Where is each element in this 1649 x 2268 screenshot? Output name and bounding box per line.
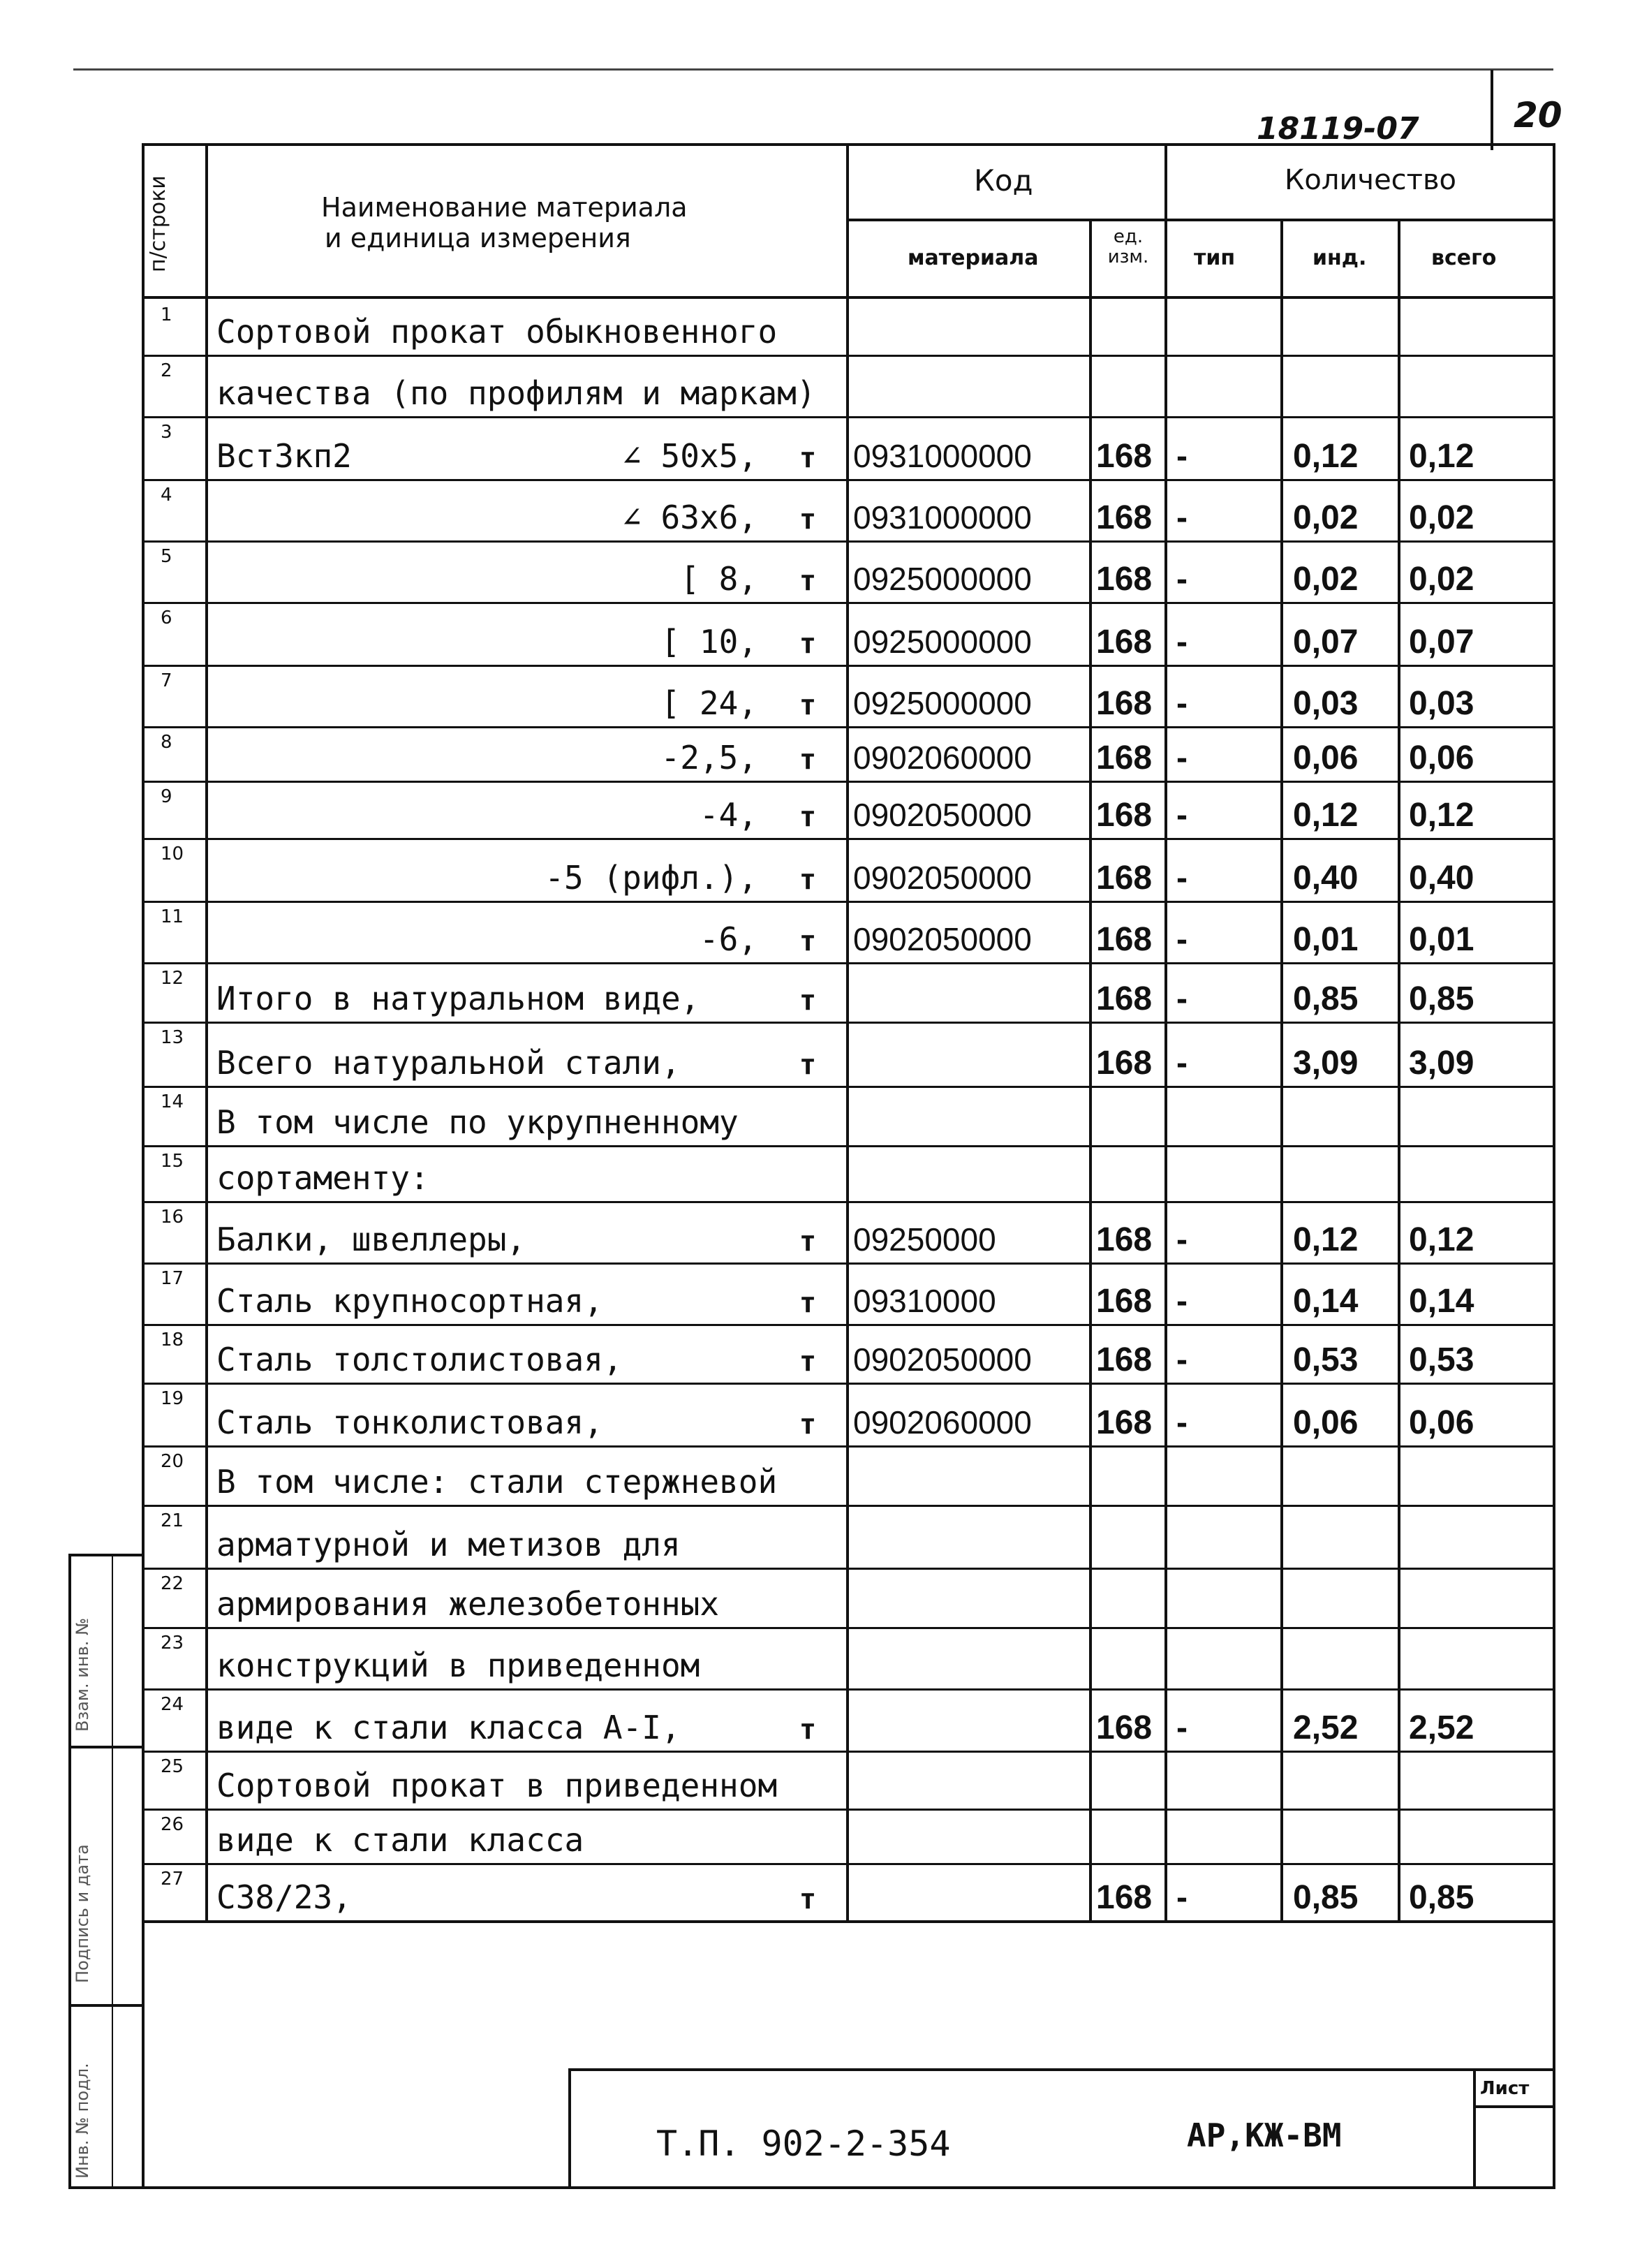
material-code: 0925000000 [853, 685, 1032, 721]
type-value: - [1176, 739, 1188, 776]
sheet-number: 20 [1514, 95, 1562, 135]
profile-spec: -5 (рифл.), [545, 859, 757, 897]
total-quantity: 0,01 [1409, 921, 1474, 958]
stamp-album: АР,КЖ-ВМ [1187, 2116, 1342, 2154]
row-number: 3 [161, 422, 172, 443]
profile-spec: [ 8, [680, 560, 757, 598]
total-quantity: 0,85 [1409, 980, 1474, 1017]
profile-spec: [ 10, [660, 623, 757, 661]
unit-label: т [799, 985, 817, 1017]
material-name: армирования железобетонных [216, 1585, 720, 1623]
row-number: 10 [161, 844, 184, 864]
unit-code: 168 [1096, 1045, 1153, 1082]
row-number: 18 [161, 1330, 184, 1350]
profile-spec: ∠ 50x5, [622, 437, 757, 475]
side-strip-inner [112, 1554, 113, 2188]
material-name: Сталь тонколистовая, [216, 1404, 603, 1441]
row-separator [142, 781, 1555, 783]
header-sub-border [846, 219, 1555, 221]
total-quantity: 0,06 [1409, 1404, 1474, 1441]
header-name-line2: и единица измерения [325, 223, 631, 253]
unit-code: 168 [1096, 860, 1153, 897]
row-separator [142, 665, 1555, 667]
total-quantity: 0,85 [1409, 1879, 1474, 1916]
total-quantity: 0,40 [1409, 860, 1474, 897]
row-separator [142, 1568, 1555, 1570]
side-label-sign: Подпись и дата [73, 1844, 92, 1983]
side-strip-sep3 [68, 2004, 144, 2007]
material-name: виде к стали класса А-I, [216, 1709, 681, 1746]
unit-code: 168 [1096, 438, 1153, 475]
side-strip-right [142, 1920, 145, 2188]
row-separator [142, 1145, 1555, 1147]
side-strip-sep1 [68, 1554, 144, 1556]
unit-code: 168 [1096, 980, 1153, 1017]
type-value: - [1176, 1045, 1188, 1082]
total-quantity: 0,12 [1409, 797, 1474, 834]
row-number: 19 [161, 1388, 184, 1409]
individual-quantity: 2,52 [1293, 1709, 1359, 1746]
material-code: 0902050000 [853, 860, 1032, 896]
material-name: сортаменту: [216, 1159, 429, 1197]
row-separator [142, 1262, 1555, 1265]
row-number: 13 [161, 1027, 184, 1048]
row-number: 6 [161, 608, 172, 628]
type-value: - [1176, 1221, 1188, 1258]
unit-code: 168 [1096, 624, 1153, 661]
row-separator [142, 726, 1555, 728]
material-code: 0902050000 [853, 797, 1032, 833]
col-sep-ind [1398, 219, 1400, 1920]
individual-quantity: 0,85 [1293, 980, 1359, 1017]
header-qty-total: всего [1431, 246, 1497, 270]
table-left-border [142, 143, 145, 1920]
unit-label: т [799, 1714, 817, 1746]
material-name: конструкций в приведенном [216, 1647, 700, 1684]
row-number: 2 [161, 360, 172, 381]
stamp-sheet-label: Лист [1480, 2078, 1530, 2099]
unit-label: т [799, 1346, 817, 1378]
unit-label: т [799, 1408, 817, 1441]
row-separator [142, 1201, 1555, 1203]
row-separator [142, 1445, 1555, 1448]
row-separator [142, 1505, 1555, 1507]
header-code-unit: ед. изм. [1107, 226, 1149, 267]
row-separator [142, 838, 1555, 840]
profile-spec: -4, [699, 796, 757, 834]
material-code: 09250000 [853, 1221, 996, 1258]
row-number: 26 [161, 1814, 184, 1835]
material-name: Балки, швеллеры, [216, 1221, 526, 1258]
individual-quantity: 0,06 [1293, 739, 1359, 776]
material-name: Сталь толстолистовая, [216, 1341, 623, 1378]
row-number: 21 [161, 1510, 184, 1531]
type-value: - [1176, 921, 1188, 958]
type-value: - [1176, 1341, 1188, 1378]
row-separator [142, 962, 1555, 964]
row-number: 16 [161, 1207, 184, 1228]
row-number: 11 [161, 906, 184, 927]
total-quantity: 0,14 [1409, 1283, 1474, 1320]
individual-quantity: 3,09 [1293, 1045, 1359, 1082]
unit-code: 168 [1096, 1879, 1153, 1916]
header-code-material: материала [908, 246, 1039, 270]
total-quantity: 2,52 [1409, 1709, 1474, 1746]
individual-quantity: 0,12 [1293, 438, 1359, 475]
type-value: - [1176, 499, 1188, 536]
unit-code: 168 [1096, 1709, 1153, 1746]
row-separator [142, 355, 1555, 357]
side-label-replace: Взам. инв. № [73, 1618, 92, 1732]
row-number: 24 [161, 1694, 184, 1715]
table-body-bottom [142, 1920, 1555, 1923]
row-separator [142, 479, 1555, 481]
unit-label: т [799, 628, 817, 660]
row-number: 23 [161, 1633, 184, 1654]
row-number: 4 [161, 485, 172, 506]
unit-label: т [799, 1287, 817, 1319]
total-quantity: 0,12 [1409, 1221, 1474, 1258]
material-code: 0902050000 [853, 921, 1032, 957]
row-number: 9 [161, 786, 172, 807]
individual-quantity: 0,12 [1293, 797, 1359, 834]
col-sep-type [1280, 219, 1283, 1920]
row-separator [142, 1324, 1555, 1326]
side-strip-left [68, 1554, 71, 2188]
material-code: 0931000000 [853, 499, 1032, 536]
side-label-inv: Инв. № подл. [73, 2063, 92, 2179]
col-sep-rownum [205, 143, 208, 1920]
unit-label: т [799, 1225, 817, 1258]
row-separator [142, 1022, 1555, 1024]
row-separator [142, 1627, 1555, 1629]
unit-code: 168 [1096, 499, 1153, 536]
row-separator [142, 1863, 1555, 1865]
row-separator [142, 602, 1555, 604]
header-code: Код [974, 163, 1033, 198]
col-sep-name [846, 143, 849, 1920]
unit-code: 168 [1096, 561, 1153, 598]
top-edge-mark [73, 68, 1553, 71]
unit-label: т [799, 744, 817, 776]
total-quantity: 0,07 [1409, 624, 1474, 661]
type-value: - [1176, 980, 1188, 1017]
material-name: виде к стали класса [216, 1821, 584, 1859]
profile-spec: -6, [699, 920, 757, 958]
material-name: В том числе по укрупненному [216, 1103, 739, 1141]
type-value: - [1176, 860, 1188, 897]
row-separator [142, 901, 1555, 903]
stamp-sheet-left [1473, 2068, 1476, 2188]
stamp-sheet-sep [1473, 2105, 1555, 2108]
unit-label: т [799, 689, 817, 721]
type-value: - [1176, 561, 1188, 598]
individual-quantity: 0,85 [1293, 1879, 1359, 1916]
unit-label: т [799, 864, 817, 896]
row-number: 12 [161, 968, 184, 989]
stamp-project: Т.П. 902-2-354 [656, 2123, 951, 2164]
sheet-number-box-left [1491, 70, 1493, 150]
individual-quantity: 0,02 [1293, 499, 1359, 536]
total-quantity: 0,03 [1409, 685, 1474, 722]
type-value: - [1176, 685, 1188, 722]
individual-quantity: 0,14 [1293, 1283, 1359, 1320]
row-separator [142, 1688, 1555, 1691]
profile-spec: -2,5, [660, 739, 757, 776]
profile-spec: ∠ 63x6, [622, 499, 757, 536]
unit-code: 168 [1096, 739, 1153, 776]
col-sep-code [1089, 219, 1092, 1920]
total-quantity: 0,53 [1409, 1341, 1474, 1378]
row-separator [142, 1086, 1555, 1088]
total-quantity: 0,12 [1409, 438, 1474, 475]
col-sep-edizm [1164, 143, 1167, 1920]
row-separator [142, 1751, 1555, 1753]
material-name: Всего натуральной стали, [216, 1044, 681, 1082]
unit-label: т [799, 925, 817, 957]
material-code: 0925000000 [853, 624, 1032, 660]
material-name: Вст3кп2 [216, 437, 352, 475]
unit-code: 168 [1096, 921, 1153, 958]
row-number: 1 [161, 304, 172, 325]
row-number: 14 [161, 1091, 184, 1112]
type-value: - [1176, 438, 1188, 475]
type-value: - [1176, 1879, 1188, 1916]
unit-label: т [799, 801, 817, 833]
individual-quantity: 0,53 [1293, 1341, 1359, 1378]
doc-number: 18119-07 [1257, 111, 1419, 147]
stamp-left [568, 2068, 571, 2188]
individual-quantity: 0,02 [1293, 561, 1359, 598]
unit-label: т [799, 1049, 817, 1081]
total-quantity: 0,06 [1409, 739, 1474, 776]
side-strip-sep2 [68, 1746, 144, 1748]
header-name-line1: Наименование материала [321, 192, 688, 223]
unit-code: 168 [1096, 797, 1153, 834]
type-value: - [1176, 1404, 1188, 1441]
row-number: 8 [161, 732, 172, 753]
material-code: 09310000 [853, 1283, 996, 1319]
total-quantity: 3,09 [1409, 1045, 1474, 1082]
table-right-border [1553, 143, 1555, 2188]
header-qty-type: тип [1194, 246, 1236, 270]
individual-quantity: 0,06 [1293, 1404, 1359, 1441]
row-separator [142, 416, 1555, 418]
stamp-top [568, 2068, 1555, 2071]
row-number: 5 [161, 546, 172, 567]
material-code: 0902060000 [853, 1404, 1032, 1441]
individual-quantity: 0,07 [1293, 624, 1359, 661]
unit-code: 168 [1096, 1283, 1153, 1320]
material-code: 0902060000 [853, 739, 1032, 776]
unit-code: 168 [1096, 685, 1153, 722]
stamp-bottom [68, 2186, 1555, 2189]
unit-code: 168 [1096, 1341, 1153, 1378]
material-name: С38/23, [216, 1878, 352, 1916]
material-name: арматурной и метизов для [216, 1526, 681, 1563]
header-row-number: п/строки [146, 175, 170, 272]
unit-label: т [799, 503, 817, 536]
material-name: Сортовой прокат в приведенном [216, 1767, 778, 1804]
individual-quantity: 0,40 [1293, 860, 1359, 897]
type-value: - [1176, 797, 1188, 834]
row-separator [142, 540, 1555, 543]
material-name: В том числе: стали стержневой [216, 1463, 778, 1501]
row-number: 27 [161, 1869, 184, 1890]
material-name: качества (по профилям и маркам) [216, 374, 816, 412]
individual-quantity: 0,01 [1293, 921, 1359, 958]
type-value: - [1176, 1283, 1188, 1320]
header-quantity: Количество [1285, 164, 1457, 196]
unit-code: 168 [1096, 1404, 1153, 1441]
header-qty-ind: инд. [1312, 246, 1367, 270]
unit-label: т [799, 442, 817, 474]
individual-quantity: 0,12 [1293, 1221, 1359, 1258]
unit-label: т [799, 565, 817, 597]
profile-spec: [ 24, [660, 684, 757, 722]
row-separator [142, 1809, 1555, 1811]
row-separator [142, 1383, 1555, 1385]
material-code: 0902050000 [853, 1341, 1032, 1378]
row-number: 15 [161, 1151, 184, 1172]
row-number: 17 [161, 1268, 184, 1289]
row-number: 25 [161, 1756, 184, 1777]
total-quantity: 0,02 [1409, 499, 1474, 536]
row-number: 22 [161, 1573, 184, 1594]
material-name: Сортовой прокат обыкновенного [216, 313, 778, 351]
total-quantity: 0,02 [1409, 561, 1474, 598]
material-code: 0931000000 [853, 438, 1032, 474]
material-name: Итого в натуральном виде, [216, 980, 700, 1017]
type-value: - [1176, 624, 1188, 661]
type-value: - [1176, 1709, 1188, 1746]
unit-code: 168 [1096, 1221, 1153, 1258]
individual-quantity: 0,03 [1293, 685, 1359, 722]
material-code: 0925000000 [853, 561, 1032, 597]
material-name: Сталь крупносортная, [216, 1282, 603, 1320]
row-number: 7 [161, 670, 172, 691]
unit-label: т [799, 1883, 817, 1915]
row-number: 20 [161, 1451, 184, 1472]
